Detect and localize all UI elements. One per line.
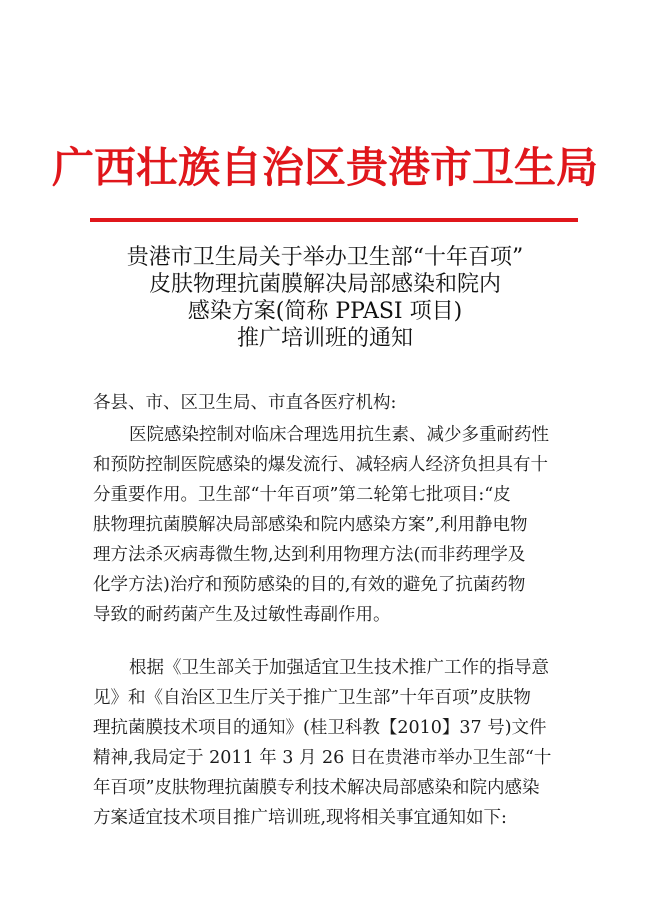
- paragraph-1: [93, 420, 563, 630]
- paragraph-2: [93, 653, 563, 833]
- title-line: 感染方案(简称 PPASI 项目): [187, 299, 463, 324]
- title-line: 推广培训班的通知: [236, 326, 413, 351]
- salutation: 各县、市、区卫生局、市直各医疗机构:: [93, 393, 397, 413]
- title-line: 皮肤物理抗菌膜解决局部感染和院内: [148, 272, 501, 297]
- paragraph-line: 理抗菌膜技术项目的通知》(桂卫科教【2010】37 号)文件: [93, 718, 547, 738]
- title-line: 贵港市卫生局关于举办卫生部“十年百项”: [126, 245, 524, 270]
- paragraph-line: 分重要作用。卫生部“十年百项”第二轮第七批项目:“皮: [93, 485, 511, 505]
- paragraph-line: 医院感染控制对临床合理选用抗生素、减少多重耐药性: [129, 425, 549, 445]
- paragraph-line: 导致的耐药菌产生及过敏性毒副作用。: [93, 605, 391, 625]
- paragraph-line: 化学方法)治疗和预防感染的目的,有效的避免了抗菌药物: [93, 575, 526, 595]
- paragraph-line: 理方法杀灭病毒微生物,达到利用物理方法(而非药理学及: [93, 545, 526, 565]
- paragraph-line: 精神,我局定于 2011 年 3 月 26 日在贵港市举办卫生部“十: [93, 748, 552, 768]
- paragraph-line: 肤物理抗菌膜解决局部感染和院内感染方案”,利用静电物: [93, 515, 528, 535]
- paragraph-line: 年百项”皮肤物理抗菌膜专利技术解决局部感染和院内感染: [93, 778, 540, 798]
- paragraph-line: 和预防控制医院感染的爆发流行、减轻病人经济负担具有十: [93, 455, 548, 475]
- paragraph-line: 方案适宜技术项目推广培训班,现将相关事宜通知如下:: [93, 808, 507, 828]
- paragraph-line: 根据《卫生部关于加强适宜卫生技术推广工作的指导意: [129, 658, 549, 678]
- masthead-title: 广西壮族自治区贵港市卫生局: [51, 143, 598, 192]
- red-divider-rule: [90, 218, 578, 222]
- paragraph-line: 见》和《自治区卫生厅关于推广卫生部”十年百项”皮肤物: [93, 688, 531, 708]
- notice-title: [60, 244, 590, 352]
